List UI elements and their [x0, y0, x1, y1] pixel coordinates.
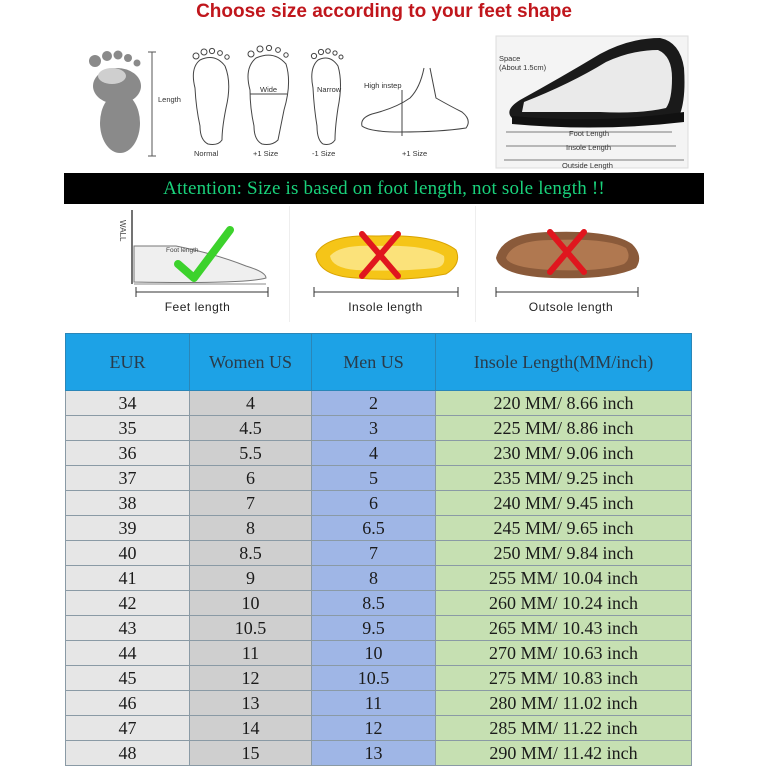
cell-women-us: 10 [190, 591, 312, 616]
outsole-length-label: Outside Length [562, 161, 613, 170]
cell-eur: 48 [66, 741, 190, 766]
wide-label: Wide [260, 85, 278, 94]
high-instep-foot-icon [362, 68, 469, 136]
cell-men-us: 3 [312, 416, 436, 441]
cell-eur: 41 [66, 566, 190, 591]
cell-insole-length: 235 MM/ 9.25 inch [436, 466, 692, 491]
cell-men-us: 4 [312, 441, 436, 466]
plus-one-b-label: +1 Size [402, 149, 428, 158]
outsole-caption: Outsole length [528, 300, 614, 314]
insole-icon [316, 236, 458, 280]
cell-insole-length: 270 MM/ 10.63 inch [436, 641, 692, 666]
cell-women-us: 7 [190, 491, 312, 516]
cell-insole-length: 240 MM/ 9.45 inch [436, 491, 692, 516]
cell-men-us: 11 [312, 691, 436, 716]
cell-men-us: 6 [312, 491, 436, 516]
table-row [66, 716, 692, 741]
table-row [66, 591, 692, 616]
cell-insole-length: 220 MM/ 8.66 inch [436, 391, 692, 416]
cell-women-us: 15 [190, 741, 312, 766]
minus-one-label: -1 Size [312, 149, 336, 158]
cell-women-us: 4.5 [190, 416, 312, 441]
cell-eur: 46 [66, 691, 190, 716]
cell-eur: 44 [66, 641, 190, 666]
feet-length-panel [106, 206, 290, 322]
cell-women-us: 12 [190, 666, 312, 691]
header-eur: EUR [66, 334, 190, 391]
insole-length-label: Insole Length [566, 143, 612, 152]
narrow-foot-icon [311, 49, 343, 145]
cell-insole-length: 260 MM/ 10.24 inch [436, 591, 692, 616]
cell-women-us: 10.5 [190, 616, 312, 641]
footprint-icon [89, 51, 156, 157]
foot-shape-diagrams [0, 28, 768, 174]
table-row [66, 666, 692, 691]
cell-eur: 37 [66, 466, 190, 491]
cell-men-us: 13 [312, 741, 436, 766]
cell-eur: 40 [66, 541, 190, 566]
cell-insole-length: 225 MM/ 8.86 inch [436, 416, 692, 441]
table-row [66, 541, 692, 566]
length-label: Length [158, 95, 181, 104]
cell-men-us: 5 [312, 466, 436, 491]
outsole-panel [482, 206, 660, 322]
table-row [66, 441, 692, 466]
table-row [66, 616, 692, 641]
cell-men-us: 10 [312, 641, 436, 666]
foot-length-mark: Foot length [166, 247, 199, 254]
cell-insole-length: 230 MM/ 9.06 inch [436, 441, 692, 466]
cell-eur: 36 [66, 441, 190, 466]
page-title: Choose size according to your feet shape [196, 1, 572, 22]
cell-insole-length: 245 MM/ 9.65 inch [436, 516, 692, 541]
cell-men-us: 6.5 [312, 516, 436, 541]
cell-eur: 35 [66, 416, 190, 441]
cell-insole-length: 280 MM/ 11.02 inch [436, 691, 692, 716]
attention-banner: Attention: Size is based on foot length, not sole length !! [64, 173, 704, 204]
cell-men-us: 8.5 [312, 591, 436, 616]
feet-length-caption: Feet length [164, 300, 231, 314]
cell-insole-length: 290 MM/ 11.42 inch [436, 741, 692, 766]
cell-eur: 45 [66, 666, 190, 691]
table-row [66, 466, 692, 491]
table-row [66, 741, 692, 766]
header-insole-length: Insole Length(MM/inch) [436, 334, 692, 391]
space-label: Space [499, 54, 521, 63]
cell-eur: 34 [66, 391, 190, 416]
cell-men-us: 9.5 [312, 616, 436, 641]
table-header-row [66, 334, 692, 391]
space-note-label: (About 1.5cm) [499, 63, 547, 72]
foot-length-label: Foot Length [569, 129, 610, 138]
cell-men-us: 8 [312, 566, 436, 591]
plus-one-label: +1 Size [253, 149, 279, 158]
cell-women-us: 4 [190, 391, 312, 416]
cell-women-us: 8.5 [190, 541, 312, 566]
insole-caption: Insole length [348, 300, 423, 314]
cell-eur: 43 [66, 616, 190, 641]
cell-men-us: 12 [312, 716, 436, 741]
cell-eur: 38 [66, 491, 190, 516]
cell-women-us: 5.5 [190, 441, 312, 466]
size-table [65, 333, 692, 766]
high-instep-label: High instep [364, 81, 402, 90]
cell-women-us: 11 [190, 641, 312, 666]
table-row [66, 416, 692, 441]
insole-panel [296, 206, 476, 322]
measure-panels [106, 206, 660, 322]
table-row [66, 691, 692, 716]
cell-insole-length: 265 MM/ 10.43 inch [436, 616, 692, 641]
header-women-us: Women US [190, 334, 312, 391]
cell-women-us: 14 [190, 716, 312, 741]
cell-women-us: 9 [190, 566, 312, 591]
cell-women-us: 6 [190, 466, 312, 491]
table-row [66, 566, 692, 591]
table-row [66, 516, 692, 541]
wide-foot-icon [248, 45, 289, 144]
cell-men-us: 10.5 [312, 666, 436, 691]
narrow-label: Narrow [317, 85, 342, 94]
table-row [66, 491, 692, 516]
cell-men-us: 7 [312, 541, 436, 566]
cell-insole-length: 250 MM/ 9.84 inch [436, 541, 692, 566]
cell-insole-length: 255 MM/ 10.04 inch [436, 566, 692, 591]
cell-eur: 47 [66, 716, 190, 741]
cell-insole-length: 285 MM/ 11.22 inch [436, 716, 692, 741]
table-row [66, 391, 692, 416]
header-men-us: Men US [312, 334, 436, 391]
table-row [66, 641, 692, 666]
normal-foot-icon [193, 48, 229, 144]
cell-women-us: 8 [190, 516, 312, 541]
cell-eur: 42 [66, 591, 190, 616]
wall-icon [118, 210, 132, 284]
wall-label: WALL [118, 220, 127, 242]
cell-women-us: 13 [190, 691, 312, 716]
cell-eur: 39 [66, 516, 190, 541]
cell-men-us: 2 [312, 391, 436, 416]
normal-label: Normal [194, 149, 219, 158]
cell-insole-length: 275 MM/ 10.83 inch [436, 666, 692, 691]
